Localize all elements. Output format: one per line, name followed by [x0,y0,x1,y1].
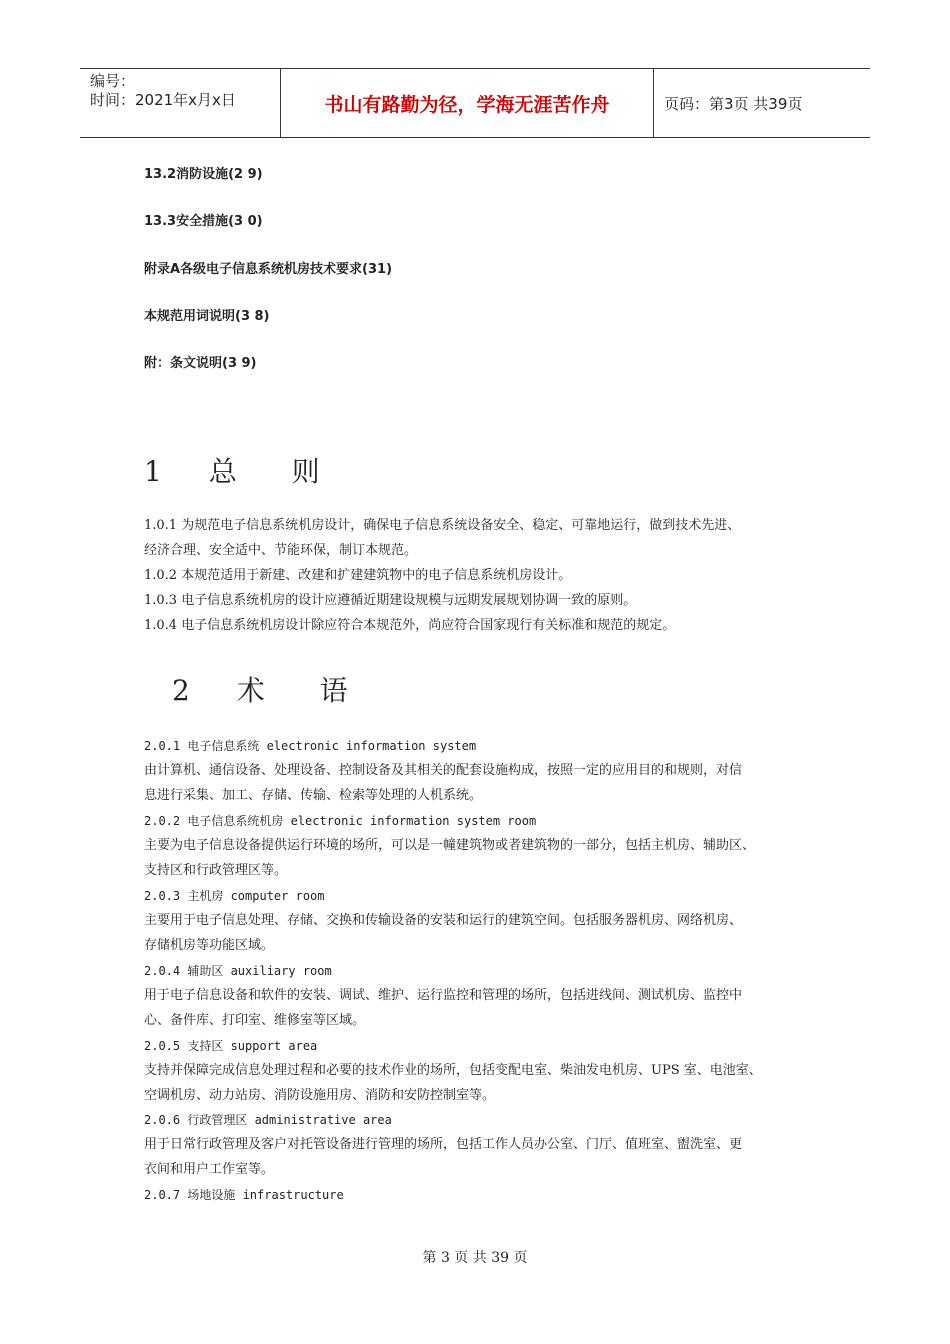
toc-item: 13.2消防设施(2 9) [144,167,263,182]
page-footer: 第 3 页 共 39 页 [422,1250,528,1266]
toc-item: 13.3安全措施(3 0) [144,214,263,229]
paragraph-line: 用于电子信息设备和软件的安装、调试、维护、运行监控和管理的场所，包括进线间、测试机房、监控中 [144,988,743,1003]
paragraph-line: 1.0.3 电子信息系统机房的设计应遵循近期建设规模与远期发展规划协调一致的原则。 [144,593,637,608]
header-divider [653,69,654,137]
paragraph-line: 主要用于电子信息处理、存储、交换和传输设备的安装和运行的建筑空间。包括服务器机房、网络机房、 [144,913,743,928]
paragraph-line: 支持区和行政管理区等。 [144,863,288,878]
paragraph-line: 经济合理、安全适中、节能环保，制订本规范。 [144,543,418,558]
paragraph-line: 衣间和用户工作室等。 [144,1162,275,1177]
chapter-title-char: 总 [208,455,238,488]
chapter-number: 2 [172,674,191,707]
toc-item: 附录A各级电子信息系统机房技术要求(31) [144,262,393,277]
paragraph-line: 主要为电子信息设备提供运行环境的场所，可以是一幢建筑物或者建筑物的一部分，包括主机房、辅助区、 [144,838,756,853]
header-meta [80,69,280,137]
chapter-title-char: 语 [319,674,349,707]
term-heading: 2.0.1 电子信息系统 electronic information system [144,739,477,753]
paragraph-line: 支持并保障完成信息处理过程和必要的技术作业的场所，包括变配电室、柴油发电机房、UPS 室、电池室、 [144,1063,762,1078]
header-motto: 书山有路勤为径，学海无涯苦作舟 [324,93,610,116]
header-page-info: 页码：第3页 共39页 [664,95,803,113]
chapter-title-char: 则 [291,455,321,488]
paragraph-line: 1.0.1 为规范电子信息系统机房设计，确保电子信息系统设备安全、稳定、可靠地运行，做到技术先进、 [144,518,741,533]
paragraph-line: 空调机房、动力站房、消防设施用房、消防和安防控制室等。 [144,1088,496,1103]
paragraph-line: 息进行采集、加工、存储、传输、检索等处理的人机系统。 [144,788,483,803]
toc-item: 本规范用词说明(3 8) [144,309,270,324]
term-heading: 2.0.5 支持区 support area [144,1039,318,1053]
term-heading: 2.0.6 行政管理区 administrative area [144,1113,392,1127]
toc-item: 附：条文说明(3 9) [144,356,257,371]
document-date: 时间：2021年x月x日 [90,91,236,109]
paragraph-line: 1.0.2 本规范适用于新建、改建和扩建建筑物中的电子信息系统机房设计。 [144,568,572,583]
term-heading: 2.0.2 电子信息系统机房 electronic information system room [144,814,537,828]
term-heading: 2.0.3 主机房 computer room [144,889,325,903]
chapter-2-heading [172,669,349,709]
page-header [80,68,870,138]
chapter-1-heading [144,450,321,490]
paragraph-line: 存储机房等功能区域。 [144,938,275,953]
paragraph-line: 1.0.4 电子信息系统机房设计除应符合本规范外，尚应符合国家现行有关标准和规范的规定。 [144,618,676,633]
paragraph-line: 由计算机、通信设备、处理设备、控制设备及其相关的配套设施构成，按照一定的应用目的和规则，对信 [144,763,743,778]
chapter-title-char: 术 [236,674,266,707]
paragraph-line: 用于日常行政管理及客户对托管设备进行管理的场所，包括工作人员办公室、门厅、值班室、盥洗室、更 [144,1137,743,1152]
chapter-number: 1 [144,455,163,488]
term-heading: 2.0.7 场地设施 infrastructure [144,1188,344,1202]
term-heading: 2.0.4 辅助区 auxiliary room [144,964,332,978]
paragraph-line: 心、备件库、打印室、维修室等区域。 [144,1013,366,1028]
document-number: 编号： [90,72,136,90]
